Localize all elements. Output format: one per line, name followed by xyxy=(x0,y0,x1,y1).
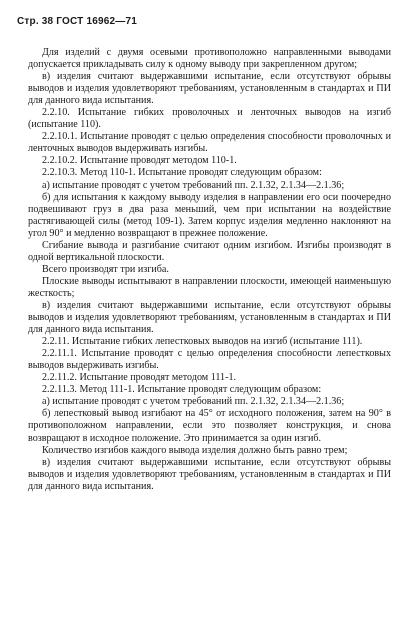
document-body xyxy=(28,47,391,493)
page-header: Стр. 38 ГОСТ 16962—71 xyxy=(17,16,137,27)
paragraph: 2.2.10.3. Метод 110-1. Испытание проводят следующим образом: xyxy=(42,167,322,179)
paragraph: Для изделий с двумя осевыми противоположно направленными выводами допускается прикладывать силу к одному выводу при закрепленном другом; xyxy=(28,47,391,71)
paragraph: а) испытание проводят с учетом требований пп. 2.1.32, 2.1.34—2.1.36; xyxy=(42,179,345,191)
paragraph: 2.2.11.3. Метод 111-1. Испытание проводят следующим образом: xyxy=(42,384,322,396)
paragraph: а) испытание проводят с учетом требований пп. 2.1.32, 2.1.34—2.1.36; xyxy=(42,396,345,408)
section-heading: 2.2.11. Испытание гибких лепестковых выводов на изгиб (испытание 111). xyxy=(42,336,363,348)
section-heading: 2.2.10. Испытание гибких проволочных и ленточных выводов на изгиб (испытание 110). xyxy=(28,107,391,131)
paragraph: в) изделия считают выдержавшими испытание, если отсутствуют обрывы выводов и изделия удовлетворяют требованиям, установленным в стандартах и ПИ для данного вида испытания. xyxy=(28,299,391,336)
paragraph: Всего производят три изгиба. xyxy=(42,263,169,275)
paragraph: Количество изгибов каждого вывода изделия должно быть равно трем; xyxy=(42,444,348,456)
paragraph: в) изделия считают выдержавшими испытание, если отсутствуют обрывы выводов и изделия удовлетворяют требованиям, установленным в стандартах и ПИ для данного вида испытания. xyxy=(28,71,391,107)
paragraph: 2.2.10.1. Испытание проводят с целью определения способности проволочных и ленточных выводов выдерживать изгибы. xyxy=(28,131,391,155)
paragraph: 2.2.11.1. Испытание проводят с целью определения способности лепестковых выводов выдерживать изгибы. xyxy=(28,348,391,372)
paragraph: б) лепестковый вывод изгибают на 45° от исходного положения, затем на 90° в противоположном направлении, если это позволяет конструкция, и снова возвращают в исходное положение. Это принимается за один изгиб. xyxy=(28,408,391,444)
paragraph: Плоские выводы испытывают в направлении плоскости, имеющей наименьшую жесткость; xyxy=(28,275,391,299)
paragraph: в) изделия считают выдержавшими испытание, если отсутствуют обрывы выводов и изделия удовлетворяют требованиям, установленным в стандартах и ПИ для данного вида испытания. xyxy=(28,456,391,492)
paragraph: б) для испытания к каждому выводу изделия в направлении его оси поочередно подвешивают груз в два раза меньший, чем при испытании на воздействие растягивающей силы (метод 109-1). Затем корпус изделия медленно наклоняют на угол 90° и медленно возвращают в прежнее положение. xyxy=(28,191,391,239)
paragraph: 2.2.11.2. Испытание проводят методом 111-1. xyxy=(42,372,237,384)
paragraph: Сгибание вывода и разгибание считают одним изгибом. Изгибы производят в одной вертикальной плоскости. xyxy=(28,239,391,263)
paragraph: 2.2.10.2. Испытание проводят методом 110-1. xyxy=(42,155,237,167)
